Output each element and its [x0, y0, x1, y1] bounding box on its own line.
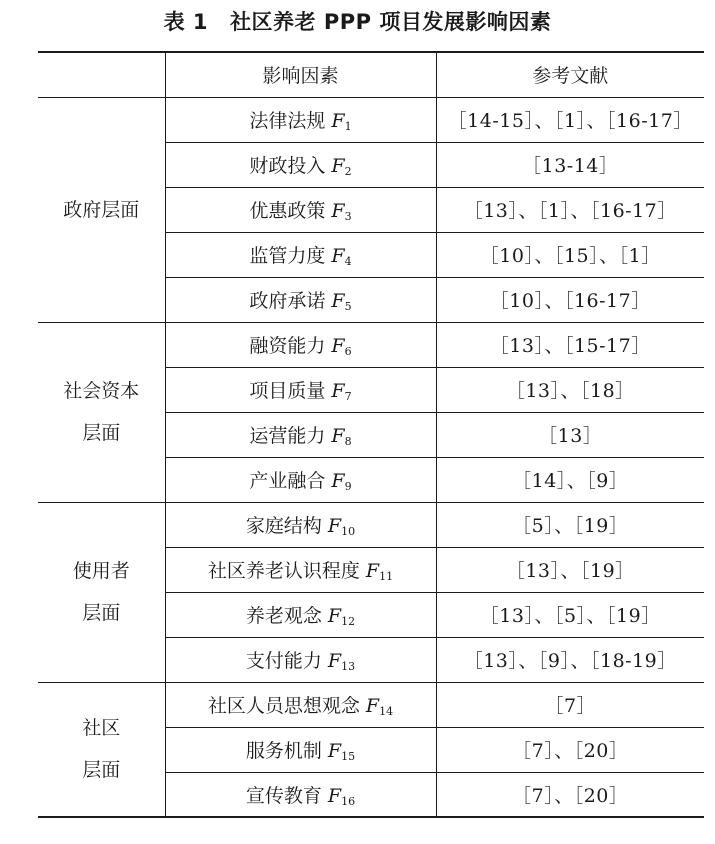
reference-cell [436, 142, 704, 187]
factor-symbol-letter: F [327, 784, 342, 807]
reference-text: ［13］ [538, 425, 603, 447]
reference-text: ［5］、［19］ [512, 515, 629, 537]
factor-symbol [328, 515, 355, 537]
reference-cell [436, 322, 704, 367]
factor-name: 家庭结构 [245, 515, 322, 537]
reference-cell [436, 232, 704, 277]
factor-cell [165, 637, 436, 682]
factor-symbol [331, 470, 351, 492]
reference-cell [436, 682, 704, 727]
header-row [38, 52, 704, 97]
factor-symbol-index: 2 [344, 165, 352, 178]
factor-symbol-index: 4 [344, 255, 352, 268]
group-label-cell [38, 682, 165, 817]
group-label-line: 层面 [82, 602, 121, 624]
group-label-line: 使用者 [72, 560, 130, 582]
group-label-line: 层面 [82, 759, 121, 782]
reference-text: ［13］、［5］、［19］ [479, 605, 661, 627]
factor-symbol-letter: F [331, 110, 345, 132]
factor-name: 社区养老认识程度 [207, 560, 360, 582]
group-label-line: 社区 [82, 717, 121, 740]
table-row [38, 502, 704, 547]
header-reference-cell: 参考文献 [436, 52, 704, 97]
factor-symbol-letter: F [327, 650, 342, 672]
factor-symbol-letter: F [331, 425, 345, 447]
influence-factors-table [38, 51, 704, 818]
factor-cell [165, 277, 436, 322]
reference-text: ［13］、［9］、［18-19］ [463, 650, 677, 672]
reference-cell [436, 637, 704, 682]
factor-symbol-index: 3 [344, 210, 352, 223]
factor-cell [165, 142, 436, 187]
group-label-cell [38, 502, 165, 682]
header-factor-cell: 影响因素 [165, 52, 436, 97]
factor-symbol-index: 12 [341, 615, 356, 628]
reference-cell [436, 727, 704, 772]
group-label-line: 层面 [82, 422, 121, 444]
factor-cell [165, 97, 436, 142]
factor-symbol-letter: F [327, 515, 342, 537]
factor-symbol-letter: F [365, 695, 380, 717]
factor-cell [165, 232, 436, 277]
group-section [38, 322, 704, 502]
factor-symbol-index: 1 [344, 120, 352, 133]
reference-text: ［13-14］ [522, 155, 619, 177]
factor-symbol-index: 9 [344, 480, 352, 493]
group-label-line: 政府层面 [63, 198, 140, 221]
header-group-cell [38, 52, 165, 97]
reference-text: ［13］、［15-17］ [489, 335, 651, 357]
factor-name: 社区人员思想观念 [207, 695, 360, 717]
reference-cell [436, 367, 704, 412]
table-number: 表 1 [163, 10, 209, 34]
factor-name: 政府承诺 [249, 290, 326, 312]
factor-name: 宣传教育 [245, 784, 322, 807]
group-label-cell [38, 97, 165, 322]
table-header [38, 52, 704, 97]
factor-cell [165, 592, 436, 637]
factor-symbol-index: 7 [344, 390, 352, 403]
factor-symbol [366, 695, 393, 717]
table-row [38, 322, 704, 367]
factor-cell [165, 547, 436, 592]
factor-cell [165, 682, 436, 727]
factor-name: 服务机制 [245, 740, 322, 762]
reference-text: ［10］、［16-17］ [489, 290, 651, 312]
factor-symbol-index: 11 [379, 570, 394, 583]
factor-symbol-letter: F [331, 200, 345, 222]
factor-symbol [328, 785, 355, 807]
factor-symbol-letter: F [331, 245, 345, 267]
factor-symbol-letter: F [327, 740, 342, 762]
factor-symbol [328, 605, 355, 627]
reference-cell [436, 412, 704, 457]
factor-symbol-index: 16 [341, 794, 356, 808]
reference-text: ［14］、［9］ [512, 470, 629, 492]
table-row [38, 97, 704, 142]
factor-symbol [331, 380, 351, 402]
reference-cell [436, 772, 704, 817]
reference-text: ［7］、［20］ [512, 740, 629, 762]
reference-cell [436, 277, 704, 322]
factor-symbol-index: 13 [341, 660, 356, 673]
factor-symbol [331, 290, 351, 312]
factor-symbol-index: 5 [344, 300, 352, 313]
factor-symbol [331, 200, 351, 222]
factor-cell [165, 322, 436, 367]
factor-cell [165, 772, 436, 817]
reference-text: ［13］、［18］ [505, 380, 635, 402]
table-title: 社区养老 PPP 项目发展影响因素 [230, 10, 552, 34]
factor-symbol-letter: F [331, 290, 345, 312]
factor-name: 融资能力 [249, 335, 326, 357]
factor-symbol [331, 245, 351, 267]
factor-symbol-letter: F [331, 155, 345, 177]
factor-cell [165, 367, 436, 412]
factor-symbol [331, 425, 351, 447]
reference-cell [436, 502, 704, 547]
factor-symbol [328, 740, 355, 762]
factor-symbol-index: 8 [344, 435, 352, 448]
factor-symbol [331, 110, 351, 132]
group-section [38, 502, 704, 682]
factor-symbol-letter: F [365, 560, 380, 582]
factor-name: 产业融合 [249, 470, 326, 492]
factor-name: 财政投入 [249, 155, 326, 177]
factor-name: 运营能力 [249, 425, 326, 447]
factor-name: 监管力度 [249, 245, 326, 267]
factor-name: 养老观念 [245, 605, 322, 627]
factor-name: 法律法规 [249, 110, 326, 132]
table-caption [0, 4, 715, 40]
factor-symbol-letter: F [331, 470, 345, 492]
table-row [38, 682, 704, 727]
factor-cell [165, 727, 436, 772]
reference-cell [436, 187, 704, 232]
reference-cell [436, 97, 704, 142]
reference-cell [436, 547, 704, 592]
factor-symbol [331, 155, 351, 177]
factor-name: 项目质量 [249, 380, 326, 402]
reference-text: ［7］、［20］ [512, 784, 629, 807]
reference-cell [436, 592, 704, 637]
factor-symbol-index: 10 [341, 525, 356, 538]
reference-cell [436, 457, 704, 502]
factor-cell [165, 187, 436, 232]
factor-name: 优惠政策 [249, 200, 326, 222]
factor-symbol-index: 6 [344, 345, 352, 358]
factor-cell [165, 412, 436, 457]
reference-text: ［14-15］、［1］、［16-17］ [447, 110, 693, 132]
reference-text: ［13］、［1］、［16-17］ [463, 200, 677, 222]
factor-cell [165, 502, 436, 547]
factor-name: 支付能力 [245, 650, 322, 672]
factor-cell [165, 457, 436, 502]
reference-text: ［13］、［19］ [505, 560, 635, 582]
factor-symbol-letter: F [331, 335, 345, 357]
factor-symbol-letter: F [327, 605, 342, 627]
factor-symbol [331, 335, 351, 357]
factor-symbol [328, 650, 355, 672]
group-label-cell [38, 322, 165, 502]
group-section [38, 97, 704, 322]
factor-symbol-index: 14 [379, 705, 394, 718]
reference-text: ［10］、［15］、［1］ [479, 245, 661, 267]
factor-symbol-letter: F [331, 380, 345, 402]
reference-text: ［7］ [544, 695, 597, 717]
group-section [38, 682, 704, 817]
factor-symbol [366, 560, 393, 582]
group-label-line: 社会资本 [63, 380, 140, 402]
factor-symbol-index: 15 [341, 750, 356, 763]
